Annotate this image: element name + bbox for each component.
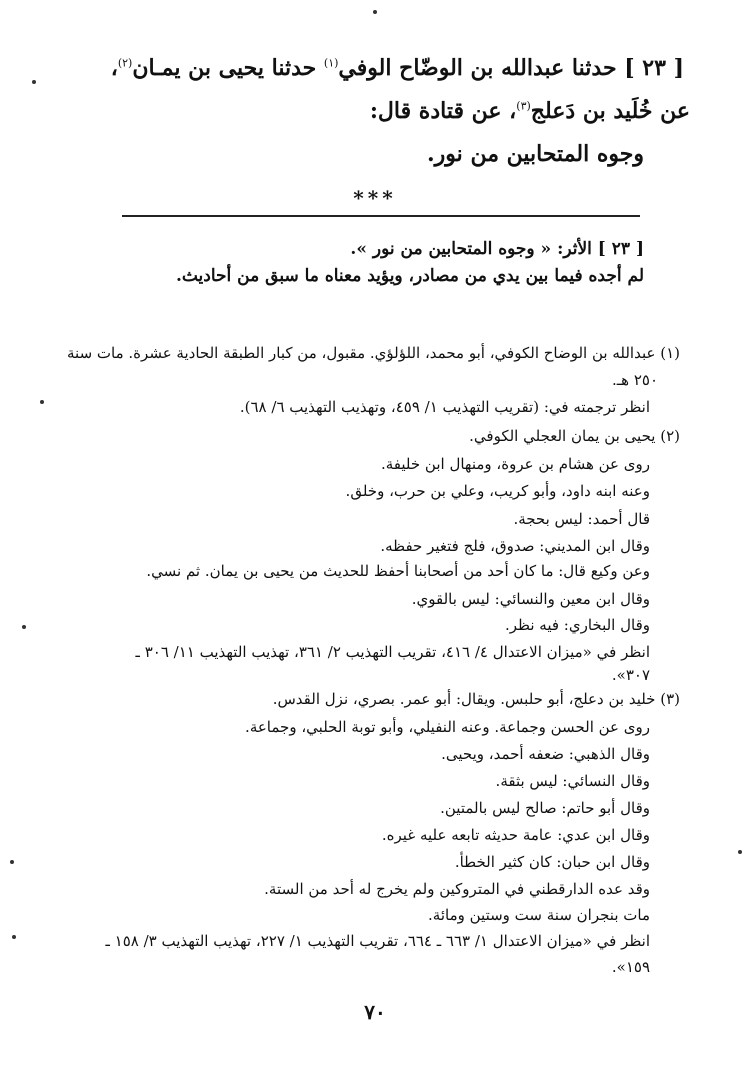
footnote-2-source: انظر في «ميزان الاعتدال ٤/ ٤١٦، تقريب التهذيب ٢/ ٣٦١، تهذيب التهذيب ١١/ ٣٠٦ ـ (135, 643, 650, 661)
hadith-line-3: وجوه المتحابين من نور. (427, 141, 644, 167)
footnote-3-title: (٣) خليد بن دعلج، أبو حلبس. ويقال: أبو عمر. بصري، نزل القدس. (272, 690, 680, 708)
footnote-3-line: وقال النسائي: ليس بثقة. (495, 772, 650, 790)
footnote-ref-1[interactable]: (١) (323, 56, 339, 70)
footnote-2-title: (٢) يحيى بن يمان العجلي الكوفي. (469, 427, 680, 445)
footnote-1-line-1: (١) عبدالله بن الوضاح الكوفي، أبو محمد، اللؤلؤي. مقبول، من كبار الطبقة الحادية عشرة. مات سنة (67, 344, 680, 362)
hadith-line-2-text-b: ، عن قتادة قال: (369, 98, 517, 124)
footnote-ref-3[interactable]: (٣) (516, 99, 531, 113)
footnote-3-line: وقال الذهبي: ضعفه أحمد، ويحيى. (441, 745, 650, 763)
scan-speck (32, 80, 36, 84)
footnote-1-source: انظر ترجمته في: (تقريب التهذيب ١/ ٤٥٩، وتهذيب التهذيب ٦/ ٦٨). (239, 398, 650, 416)
footnote-1-line-2: ٢٥٠ هـ. (611, 371, 658, 389)
footnote-2-line: وقال ابن المديني: صدوق، فلج فتغير حفظه. (380, 537, 650, 555)
footnote-ref-2[interactable]: (٢) (117, 56, 133, 70)
footnote-2-line: وعنه ابنه داود، وأبو كريب، وعلي بن حرب، وخلق. (345, 482, 650, 500)
footnote-3-source-cont: ١٥٩». (611, 958, 650, 976)
footnote-3-line: روى عن الحسن وجماعة. وعنه النفيلي، وأبو توبة الحلبي، وجماعة. (245, 718, 650, 736)
scan-speck (12, 935, 16, 939)
section-separator: *** (353, 186, 397, 210)
page-number: ٧٠ (364, 1000, 386, 1024)
hadith-line-2-text-a: عن خُلَيد بن دَعلج (530, 98, 690, 124)
scan-speck (40, 400, 44, 404)
footnote-2-line: روى عن هشام بن عروة، ومنهال ابن خليفة. (381, 455, 650, 473)
footnote-3-source: انظر في «ميزان الاعتدال ١/ ٦٦٣ ـ ٦٦٤، تقريب التهذيب ١/ ٢٢٧، تهذيب التهذيب ٣/ ١٥٨ ـ (105, 932, 650, 950)
hadith-line-2 (370, 98, 690, 124)
scan-speck (22, 625, 26, 629)
hadith-line-1 (111, 55, 684, 81)
footnote-3-line: وقال ابن حبان: كان كثير الخطأ. (454, 853, 650, 871)
hadith-line-1-text-b: حدثنا يحيى بن يمـان (132, 55, 324, 81)
hadith-line-1-text-a: [ ٢٣ ] حدثنا عبدالله بن الوضّاح الوفي (338, 55, 684, 81)
footnote-3-line: وقال ابن عدي: عامة حديثه تابعه عليه غيره. (381, 826, 650, 844)
footnote-3-line: وقال أبو حاتم: صالح ليس بالمتين. (440, 799, 650, 817)
footnote-3-line: وقد عده الدارقطني في المتروكين ولم يخرج له أحد من الستة. (264, 880, 650, 898)
footnote-divider-rule (122, 215, 640, 217)
hadith-line-1-text-c: ، (110, 55, 118, 81)
commentary-line-2: لم أجده فيما بين يدي من مصادر، ويؤيد معناه ما سبق من أحاديث. (175, 266, 644, 286)
footnote-2-line: وعن وكيع قال: ما كان أحد من أصحابنا أحفظ للحديث من يحيى بن يمان. ثم نسي. (146, 562, 650, 580)
footnote-2-line: وقال البخاري: فيه نظر. (504, 616, 650, 634)
footnote-2-line: قال أحمد: ليس بحجة. (513, 510, 650, 528)
scan-speck (10, 860, 14, 864)
commentary-line-1: [ ٢٣ ] الأثر: « وجوه المتحابين من نور ». (350, 239, 644, 259)
scan-speck (373, 10, 377, 14)
footnote-2-line: وقال ابن معين والنسائي: ليس بالقوي. (411, 590, 650, 608)
footnote-3-line: مات بنجران سنة ست وستين ومائة. (428, 906, 650, 924)
scan-speck (738, 850, 742, 854)
footnote-2-source-cont: ٣٠٧». (611, 666, 650, 684)
